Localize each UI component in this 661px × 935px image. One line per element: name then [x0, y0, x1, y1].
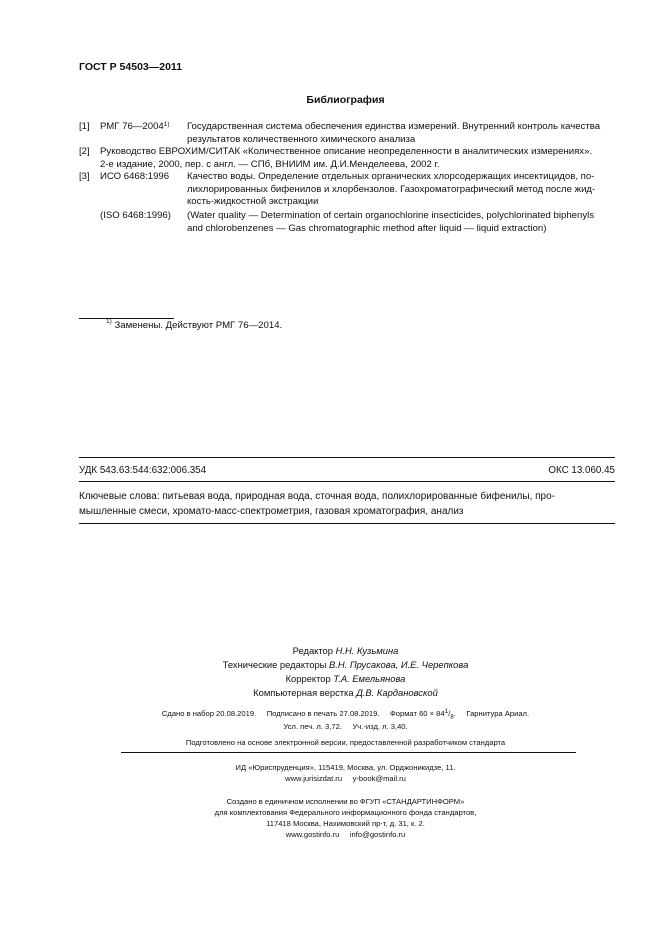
imprint-line: Сдано в набор 20.08.2019. Подписано в печать 27.08.2019. Формат $60 \times 84^1/_8$. Гарнитура Ариал.: [161, 708, 530, 721]
credit-line: Технические редакторы В.Н. Прусакова, И.Е. Черепкова: [222, 659, 469, 670]
ref-description-english: (Water quality — Determination of certain organochlorine insecticides, polychlorinated biphenyls and chlorobenzenes — Gas chromatographic method after liquid — liquid extraction): [187, 210, 595, 234]
ref-code: ИСО 6468:1996: [100, 171, 170, 182]
credit-line: Редактор Н.Н. Кузьмина: [292, 645, 399, 656]
udk-code: УДК 543.63:544:632:006.354: [79, 465, 207, 476]
ref-description: Государственная система обеспечения единства измерений. Внутренний контроль качества результатов количественного химического анализа: [187, 121, 601, 145]
ref-number: [2]: [79, 146, 90, 157]
fund-line: 117418 Москва, Нахимовский пр-т, д. 31, к. 2.: [266, 819, 425, 828]
credit-line: Корректор Т.А. Емельянова: [285, 673, 406, 684]
oks-code: ОКС 13.060.45: [548, 465, 615, 476]
footnote: $^{1)}$ Заменены. Действуют РМГ 76—2014.: [106, 318, 283, 331]
ref-code-english: (ISO 6468:1996): [100, 210, 171, 221]
ref-number: [3]: [79, 171, 90, 182]
fund-contacts: www.gostinfo.ru info@gostinfo.ru: [285, 830, 406, 839]
divider: [79, 457, 615, 458]
ref-description: Качество воды. Определение отдельных органических хлорсодержащих инсектицидов, по- лихлорированных бифенилов и хлорбензолов. Газохроматографический метод после жид- кость-жидкостной экстракции: [187, 171, 596, 208]
ref-description: Руководство ЕВРОХИМ/СИТАК «Количественное описание неопределенности в аналитических измерениях». 2-е издание, 2000, пер. с англ. — СПб, ВНИИМ им. Д.И.Менделеева, 2002 г.: [100, 146, 593, 170]
fund-line: для комплектования Федерального информационного фонда стандартов,: [214, 808, 477, 817]
bibliography-title: Библиография: [306, 94, 385, 106]
ref-number: [1]: [79, 121, 90, 132]
fund-line: Создано в единичном исполнении во ФГУП «СТАНДАРТИНФОРМ»: [226, 797, 465, 806]
footnote-separator: [79, 318, 174, 319]
ref-code: РМГ 76—2004$^{1)}$: [100, 121, 170, 132]
imprint-line: Усл. печ. л. 3,72. Уч.-изд. л. 3,40.: [283, 722, 408, 731]
divider: [121, 752, 576, 753]
publisher-address: ИД «Юриспруденция», 115419, Москва, ул. Орджоникидзе, 11.: [235, 763, 456, 772]
publisher-contacts: www.jurisizdat.ru y-book@mail.ru: [285, 774, 406, 783]
divider: [79, 523, 615, 524]
divider: [79, 481, 615, 482]
keywords: Ключевые слова: питьевая вода, природная вода, сточная вода, полихлорированные бифенилы, про- мышленные смеси, хромато-масс-спектрометрия, газовая хроматография, анализ: [79, 491, 555, 517]
credits: [0, 644, 661, 700]
footnote-mark: 1): [163, 121, 170, 128]
credit-line: Компьютерная верстка Д.В. Кардановской: [253, 687, 438, 698]
prepared-note: Подготовлено на основе электронной версии, предоставленной разработчиком стандарта: [185, 738, 506, 747]
standard-designation: ГОСТ Р 54503—2011: [79, 61, 183, 73]
